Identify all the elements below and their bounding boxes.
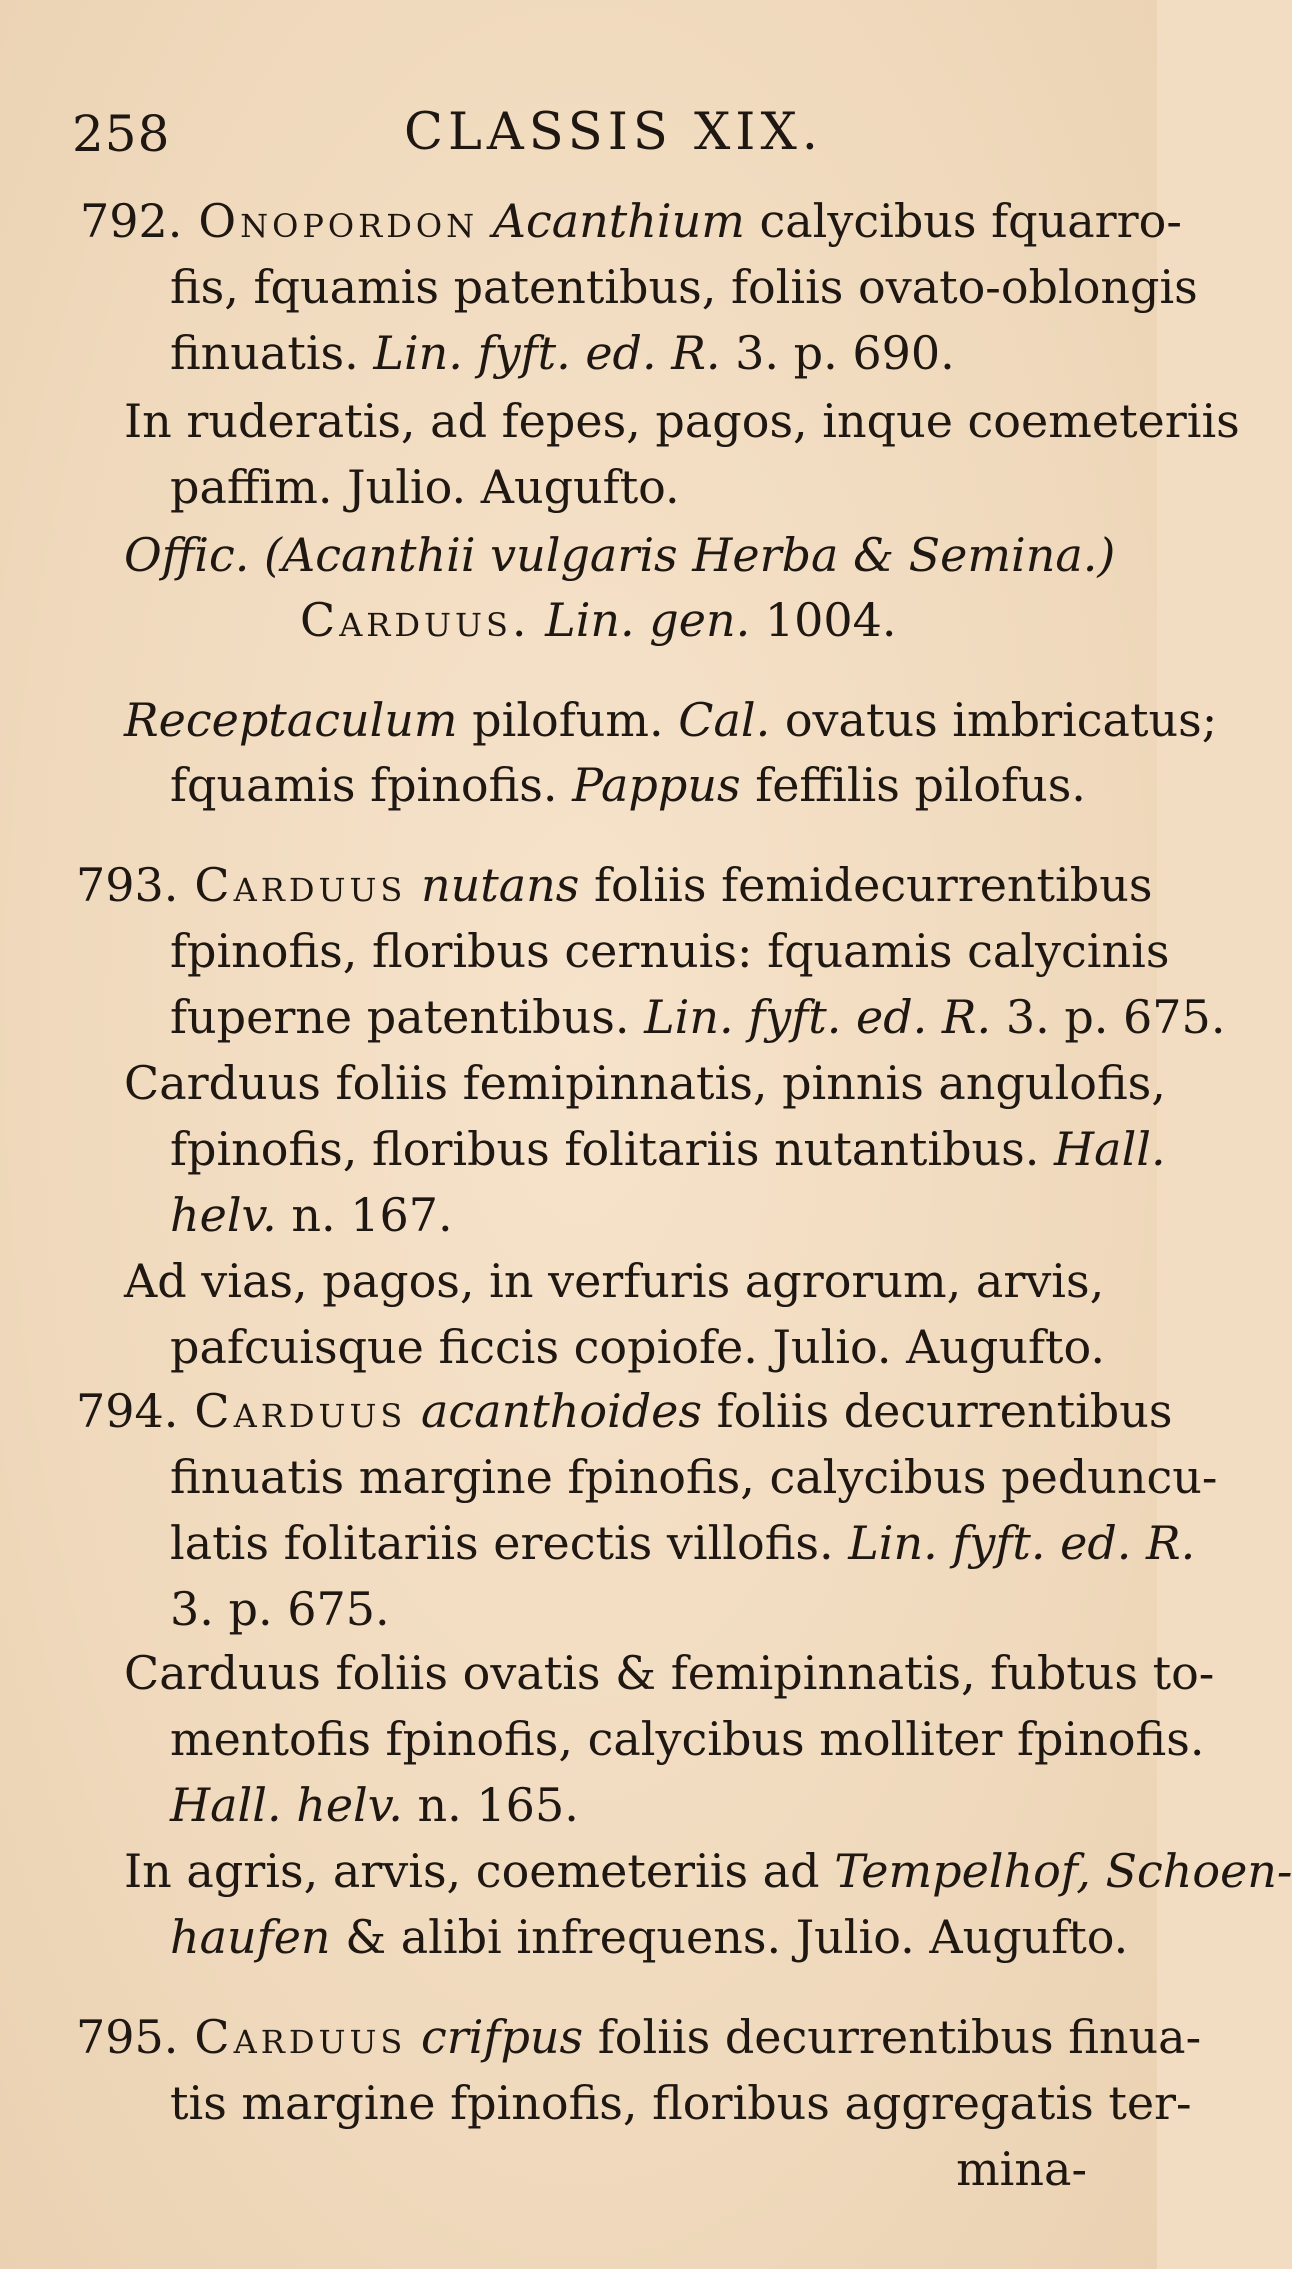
entry-number: 795.	[76, 2010, 179, 2064]
genus-heading	[300, 592, 897, 648]
description: fuperne patentibus.	[170, 990, 630, 1044]
pappus-label: Pappus	[572, 758, 741, 812]
entry-792-line-2: fis, fquamis patentibus, foliis ovato-oblongis	[170, 260, 1198, 314]
description: finuatis.	[170, 326, 359, 380]
description: foliis decurrentibus	[716, 1384, 1173, 1438]
entry-792-officinal: Offic. (Acanthii vulgaris Herba & Semina.)	[124, 528, 1116, 582]
receptacle-label: Receptaculum	[124, 693, 458, 747]
page-number: 258	[72, 105, 171, 163]
pappus-text: feffilis pilofus.	[755, 758, 1086, 812]
entry-794-line-4: 3. p. 675.	[170, 1582, 390, 1636]
synonym-text: fpinofis, floribus folitariis nutantibus.	[170, 1122, 1040, 1176]
reference: Lin. fyft. ed. R.	[373, 326, 721, 380]
entry-795-line-1	[76, 2009, 1201, 2065]
scales-text: fquamis fpinofis.	[170, 758, 558, 812]
habitat-text: In agris, arvis, coemeteriis ad	[124, 1844, 820, 1898]
genus-title: Carduus.	[300, 593, 531, 647]
entry-793-line-1	[76, 857, 1152, 913]
entry-794-line-1	[76, 1383, 1172, 1439]
place-name: Tempelhof, Schoen-	[834, 1844, 1292, 1898]
genus-character-line-1	[124, 692, 1217, 748]
species-name: acanthoides	[420, 1384, 702, 1438]
entry-793-habitat-2: pafcuisque ficcis copiofe. Julio. Augufto.	[170, 1320, 1106, 1374]
reference-page: 3. p. 690.	[735, 326, 955, 380]
entry-792-line-1	[80, 193, 1182, 249]
genus-name: Onopordon	[198, 194, 479, 248]
entry-794-line-2: finuatis margine fpinofis, calycibus peduncu-	[170, 1450, 1218, 1504]
catchword: mina-	[956, 2142, 1087, 2196]
entry-793-synonym-1: Carduus foliis femipinnatis, pinnis angulofis,	[124, 1056, 1166, 1110]
place-name: haufen	[170, 1910, 331, 1964]
calyx-text: ovatus imbricatus;	[784, 693, 1218, 747]
genus-reference-number: 1004.	[764, 593, 897, 647]
description: foliis femidecurrentibus	[594, 858, 1153, 912]
description: foliis decurrentibus finua-	[597, 2010, 1202, 2064]
genus-reference: Lin. gen.	[545, 593, 751, 647]
entry-793-habitat-1: Ad vias, pagos, in verfuris agrorum, arvis,	[124, 1254, 1105, 1308]
entry-793-synonym-3	[170, 1187, 453, 1243]
synonym-reference: helv.	[170, 1188, 277, 1242]
species-name: crifpus	[420, 2010, 584, 2064]
receptacle-text: pilofum.	[472, 693, 664, 747]
running-title: CLASSIS XIX.	[404, 103, 823, 162]
description: latis folitariis erectis villofis.	[170, 1516, 834, 1570]
species-name: Acanthium	[492, 194, 745, 248]
synonym-reference: Hall. helv.	[170, 1778, 403, 1832]
entry-794-line-3	[170, 1515, 1195, 1571]
entry-793-synonym-2	[170, 1121, 1166, 1177]
synonym-reference: Hall.	[1054, 1122, 1166, 1176]
reference: Lin. fyft. ed. R.	[848, 1516, 1196, 1570]
genus-name: Carduus	[194, 2010, 407, 2064]
entry-794-habitat-2	[170, 1909, 1128, 1965]
entry-792-line-3	[170, 325, 955, 381]
entry-794-synonym-3	[170, 1777, 579, 1833]
genus-name: Carduus	[194, 858, 407, 912]
habitat-text: & alibi infrequens. Julio. Augufto.	[345, 1910, 1129, 1964]
entry-number: 793.	[76, 858, 179, 912]
synonym-number: n. 165.	[417, 1778, 579, 1832]
description: calycibus fquarro-	[759, 194, 1182, 248]
genus-name: Carduus	[194, 1384, 407, 1438]
entry-794-habitat-1	[124, 1843, 1292, 1899]
entry-793-line-3	[170, 989, 1225, 1045]
reference-page: 3. p. 675.	[1005, 990, 1226, 1044]
entry-number: 794.	[76, 1384, 179, 1438]
entry-793-line-2: fpinofis, floribus cernuis: fquamis calycinis	[170, 924, 1170, 978]
calyx-label: Cal.	[678, 693, 771, 747]
synonym-number: n. 167.	[291, 1188, 453, 1242]
entry-794-synonym-2: mentofis fpinofis, calycibus molliter fpinofis.	[170, 1712, 1205, 1766]
entry-792-habitat-2: paffim. Julio. Augufto.	[170, 460, 680, 514]
entry-795-line-2: tis margine fpinofis, floribus aggregatis ter-	[170, 2076, 1192, 2130]
entry-792-habitat-1: In ruderatis, ad fepes, pagos, inque coemeteriis	[124, 394, 1240, 448]
species-name: nutans	[420, 858, 580, 912]
entry-794-synonym-1: Carduus foliis ovatis & femipinnatis, fubtus to-	[124, 1646, 1215, 1700]
entry-number: 792.	[80, 194, 183, 248]
genus-character-line-2	[170, 757, 1086, 813]
reference: Lin. fyft. ed. R.	[644, 990, 992, 1044]
